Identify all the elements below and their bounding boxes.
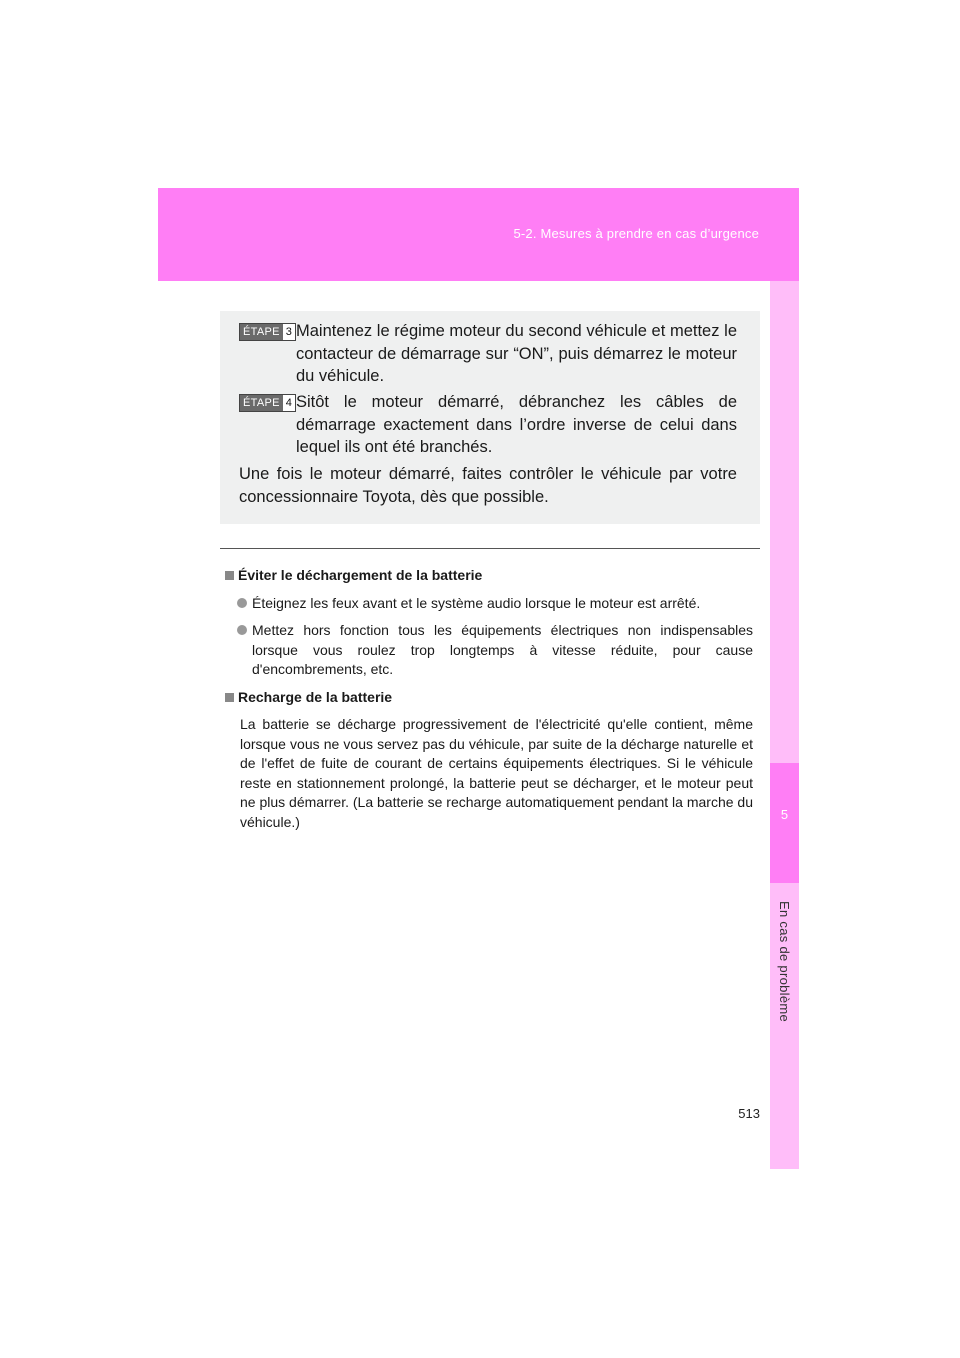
chapter-tab-active — [770, 763, 799, 883]
note-heading-text: Éviter le déchargement de la batterie — [238, 567, 483, 583]
step-4 — [239, 391, 737, 459]
chapter-label — [770, 901, 799, 1161]
chapter-label-text: En cas de problème — [777, 901, 792, 1023]
step-badge-word: ÉTAPE — [240, 395, 283, 411]
note-heading — [225, 688, 753, 708]
note-heading-text: Recharge de la batterie — [238, 688, 393, 705]
circle-bullet-icon — [237, 598, 247, 608]
section-divider — [220, 548, 760, 549]
note-heading — [225, 566, 753, 586]
chapter-side-tab — [770, 281, 799, 1169]
step-3 — [239, 320, 737, 388]
step-badge-word: ÉTAPE — [240, 324, 283, 340]
list-item-text: Éteignez les feux avant et le système audio lorsque le moteur est arrêté. — [252, 594, 701, 611]
square-bullet-icon — [225, 693, 234, 702]
list-item-text: Mettez hors fonction tous les équipements électriques non indispensables lorsque vous roulez trop longtemps à vitesse réduite, pour cause d'encombrements, etc. — [252, 622, 753, 677]
step-text: Maintenez le régime moteur du second véhicule et mettez le contacteur de démarrage sur “ON”, puis démarrez le moteur du véhicule. — [296, 322, 737, 385]
step-badge-number: 4 — [285, 397, 292, 409]
step-text: Sitôt le moteur démarré, débranchez les câbles de démarrage exactement dans l’ordre inverse de celui dans lequel ils ont été branchés. — [296, 393, 737, 456]
chapter-number: 5 — [780, 807, 789, 822]
list-item — [237, 594, 753, 614]
notes-section — [225, 566, 753, 838]
section-title: 5-2. Mesures à prendre en cas d’urgence — [513, 226, 759, 241]
step-badge-number: 3 — [285, 326, 292, 338]
page-number: 513 — [738, 1106, 760, 1121]
square-bullet-icon — [225, 571, 234, 580]
note-paragraph: La batterie se décharge progressivement de l'électricité qu'elle contient, même lorsque vous ne vous servez pas du véhicule, par suite de la décharge naturelle et de l'effet de fuite de courant de certains équipements électriques. Si le véhicule reste en stationnement prolongé, la batterie peut se décharger, et le moteur peut ne plus démarrer. (La batterie se recharge automatiquement pendant la marche du véhicule.) — [240, 716, 753, 830]
step-badge — [239, 323, 296, 341]
circle-bullet-icon — [237, 625, 247, 635]
step-badge — [239, 394, 296, 412]
list-item — [237, 621, 753, 680]
step-note: Une fois le moteur démarré, faites contrôler le véhicule par votre concessionnaire Toyota, dès que possible. — [239, 465, 737, 506]
steps-box — [220, 311, 760, 524]
header-band — [158, 188, 799, 281]
